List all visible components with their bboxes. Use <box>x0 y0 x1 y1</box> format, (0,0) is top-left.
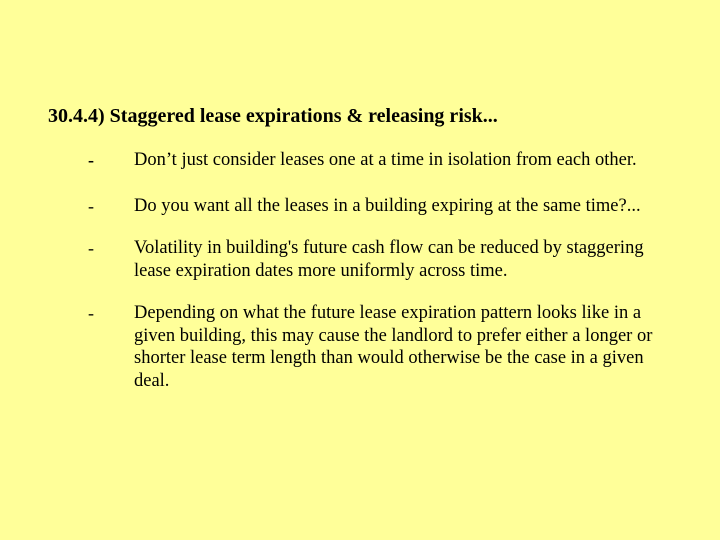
bullet-marker: - <box>88 150 94 170</box>
bullet-marker: - <box>88 238 94 258</box>
bullet-text: Volatility in building's future cash flow can be reduced by staggering lease expiration dates more uniformly across time. <box>134 238 644 281</box>
bullet-marker: - <box>88 303 94 323</box>
slide-title: 30.4.4) Staggered lease expirations & releasing risk... <box>48 105 498 127</box>
bullet-text: Don’t just consider leases one at a time in isolation from each other. <box>134 150 637 170</box>
bullet-marker: - <box>88 196 94 216</box>
bullet-text: Do you want all the leases in a building expiring at the same time?... <box>134 196 641 216</box>
bullet-text: Depending on what the future lease expiration pattern looks like in a given building, this may cause the landlord to prefer either a longer or shorter lease term length than would otherwise be the case in a given deal. <box>134 303 653 391</box>
